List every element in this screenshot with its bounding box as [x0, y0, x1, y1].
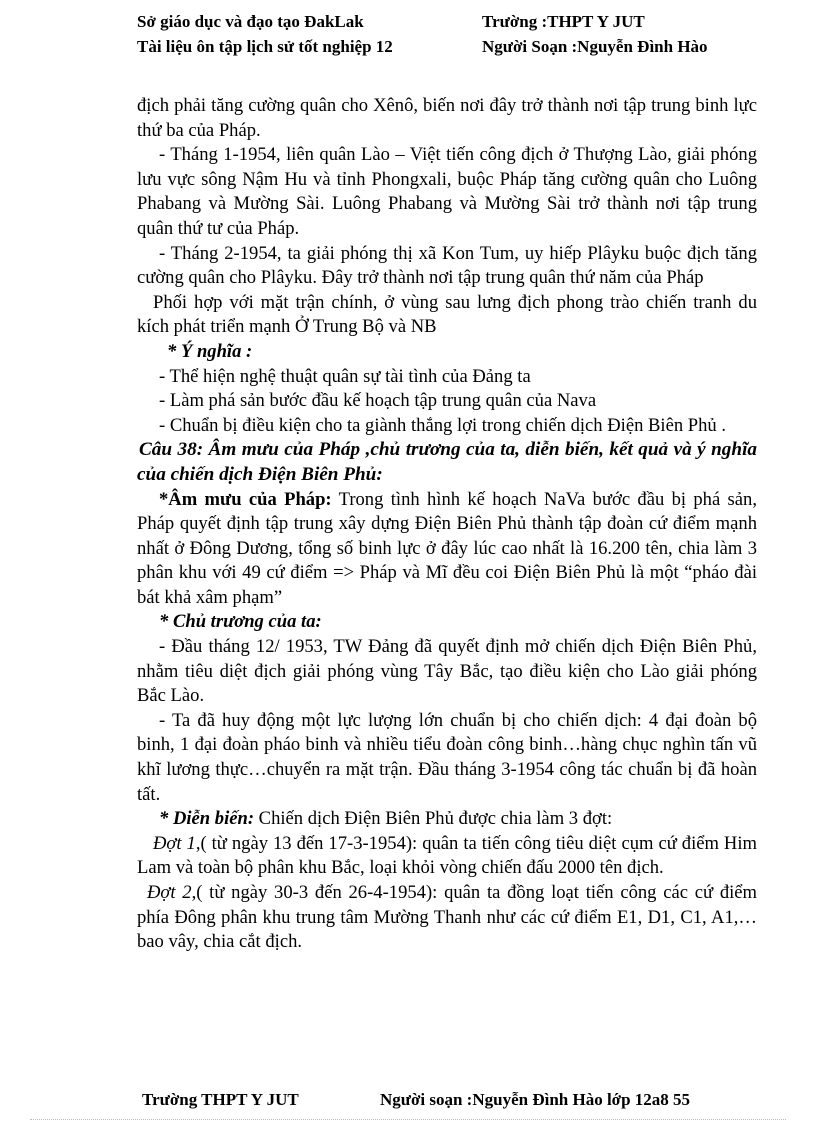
header-author: Người Soạn :Nguyễn Đình Hào — [482, 37, 708, 56]
paragraph-kon-tum: - Tháng 2-1954, ta giải phóng thị xã Kon Tum, uy hiếp Plâyku buộc địch tăng cường quân cho Plâyku. Đây trở thành nơi tập trung quân thứ năm của Pháp — [137, 242, 757, 289]
text-dot-2: ,( từ ngày 30-3 đến 26-4-1954): quân ta đồng loạt tiến công các cứ điểm phía Đông phân khu trung tâm Mường Thanh như các cứ điểm E1, D1, C1, A1,… bao vây, chia cắt địch. — [137, 882, 757, 953]
list-item-chu-truong-1: - Đầu tháng 12/ 1953, TW Đảng đã quyết định mở chiến dịch Điện Biên Phủ, nhằm tiêu diệt địch giải phóng vùng Tây Bắc, tạo điều kiện cho Lào giải phóng Bắc Lào. — [137, 636, 757, 707]
label-am-muu: *Âm mưu của Pháp: — [159, 488, 332, 510]
paragraph-dot-1 — [137, 832, 757, 881]
header-doc-title: Tài liệu ôn tập lịch sử tốt nghiệp 12 — [137, 37, 393, 56]
paragraph-xeno: địch phải tăng cường quân cho Xênô, biến nơi đây trở thành nơi tập trung binh lực thứ ba của Pháp. — [137, 95, 757, 141]
label-dien-bien: * Diễn biến: — [159, 808, 255, 830]
list-item-y-nghia-2: - Làm phá sản bước đầu kế hoạch tập trung quân của Nava — [159, 390, 597, 412]
document-body — [137, 94, 757, 955]
question-title: Câu 38: Âm mưu của Pháp ,chủ trương của ta, diễn biến, kết quả và ý nghĩa của chiến dịch Điện Biên Phủ: — [137, 439, 757, 485]
heading-y-nghia: * Ý nghĩa : — [167, 340, 253, 362]
text-dien-bien: Chiến dịch Điện Biên Phủ được chia làm 3 đợt: — [254, 808, 613, 830]
header-school-name: Trường :THPT Y JUT — [482, 12, 645, 31]
paragraph-am-muu — [137, 488, 757, 611]
list-item-chu-truong-2: - Ta đã huy động một lực lượng lớn chuẩn bị cho chiến dịch: 4 đại đoàn bộ binh, 1 đại đoàn pháo binh và nhiều tiểu đoàn công binh…hàng chục nghìn tấn vũ khĩ lương thực…chuyển ra mặt trận. Đầu tháng 3-1954 công tác chuẩn bị đã hoàn tất. — [137, 709, 757, 805]
heading-chu-truong: * Chủ trương của ta: — [159, 611, 322, 633]
header-school-dept: Sở giáo dục và đạo tạo ĐakLak — [137, 12, 364, 31]
text-am-muu: Trong tình hình kế hoạch NaVa bước đầu bị phá sản, Pháp quyết định tập trung xây dựng Điện Biên Phủ thành tập đoàn cứ điểm mạnh nhất ở Đông Dương, tổng số binh lực ở đây lúc cao nhất là 16.200 tên, chia làm 3 phân khu với 49 cứ điểm => Pháp và Mĩ đều coi Điện Biên Phủ là một “pháo đài bát khả xâm phạm” — [137, 488, 757, 608]
paragraph-dot-2 — [137, 881, 757, 955]
list-item-y-nghia-1: - Thể hiện nghệ thuật quân sự tài tình của Đảng ta — [159, 365, 531, 387]
label-dot-2: Đợt 2 — [147, 882, 192, 903]
page-bottom-divider — [30, 1119, 786, 1120]
paragraph-thuong-lao: - Tháng 1-1954, liên quân Lào – Việt tiến công địch ở Thượng Lào, giải phóng lưu vực sông Nậm Hu và tỉnh Phongxali, buộc Pháp tăng cường quân cho Luông Phabang và Mường Sài. Luông Phabang và Mường Sài trở thành nơi tập trung quân thứ tư của Pháp. — [137, 144, 757, 239]
list-item-y-nghia-3: - Chuẩn bị điều kiện cho ta giành thắng lợi trong chiến dịch Điện Biên Phủ . — [159, 414, 727, 436]
paragraph-phoi-hop: Phối hợp với mặt trận chính, ở vùng sau lưng địch phong trào chiến tranh du kích phát triển mạnh Ở Trung Bộ và NB — [137, 291, 757, 338]
label-dot-1: Đợt 1 — [153, 832, 196, 854]
footer-author-page: Người soạn :Nguyễn Đình Hào lớp 12a8 55 — [380, 1090, 691, 1109]
paragraph-dien-bien — [137, 807, 757, 832]
text-dot-1: ,( từ ngày 13 đến 17-3-1954): quân ta tiến công tiêu diệt cụm cứ điểm Him Lam và toàn bộ phân khu Bắc, loại khỏi vòng chiến đấu 2000 tên địch. — [137, 832, 757, 879]
footer-school: Trường THPT Y JUT — [142, 1090, 299, 1109]
